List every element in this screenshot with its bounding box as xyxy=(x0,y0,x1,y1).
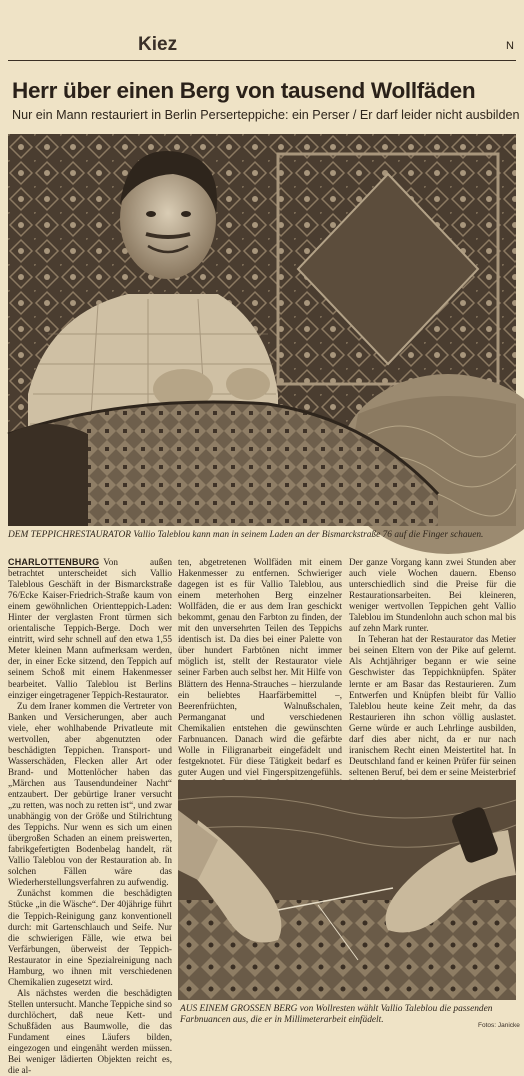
photo-caption: DEM TEPPICHRESTAURATOR Vallio Taleblou kann man in seinem Laden an der Bismarckstraße 76 auf die Finger schauen. xyxy=(8,530,484,540)
subheadline: Nur ein Mann restauriert in Berlin Perserteppiche: ein Perser / Er darf leider nicht ausbilden xyxy=(12,108,520,122)
photo-credit: Fotos: Janicke xyxy=(478,1022,520,1029)
dateline: CHARLOTTENBURG xyxy=(8,557,100,567)
headline: Herr über einen Berg von tausend Wollfäden xyxy=(12,78,476,103)
restorer-photo xyxy=(8,134,516,526)
article-paragraph: Als nächstes werden die beschädigten Stellen untersucht. Manche Teppiche sind so durchlöchert, daß neue Kett- und Schußfäden aus Baumwolle, die das Fundament eines Läufers bilden, eingezogen und eingenäht werden müssen. Bei weniger lädierten Objekten reicht es, die al- xyxy=(8,987,173,1076)
article-paragraph: Der ganze Vorgang kann zwei Stunden aber auch viele Wochen dauern. Ebenso unterschiedlich sind die Preise für die Restaurationsarbeiten. Bei kleineren, weniger wertvollen Teppichen geht Vallio Taleblou im Stundenlohn auch schon mal bis auf zehn Mark runter. xyxy=(349,557,516,634)
article-column-2 xyxy=(178,557,342,775)
article-column-3 xyxy=(349,557,516,775)
article-paragraph: CHARLOTTENBURG Von außen betrachtet unterscheidet sich Vallio Taleblous Geschäft in der Bismarckstraße 76/Ecke Kaiser-Friedrich-Straße kaum von einem gewöhnlichen Orientteppich-Laden: Hinter der verglasten Front türmen sich orientalische Teppich-Berge. Doch wer eintritt, wird sehr schnell auf den etwa 1,55 Meter kleinen Mann aufmerksam werden, der, in einer Ecke sitzend, den Teppich auf seinem Schoß mit einem Hakenmesser bearbeitet. Vallio Taleblou ist Berlins einziger eingetragener Teppich-Restaurator. xyxy=(8,557,172,700)
article-paragraph: Zunächst kommen die beschädigten Stücke „in die Wäsche“. Der 40jährige führt die Teppich-Reinigung ganz konventionell durch: mit Gartenschlauch und Seife. Nur die schwierigen Fälle, wie etwa bei Verfärbungen, überweist der Teppich-Restaurator in eine Spezialreinigung nach Hamburg, wo ihnen mit verschiedenen Chemikalien zugesetzt wird. xyxy=(8,888,172,987)
hands-photo xyxy=(178,780,516,1000)
article-paragraph: Zu dem Iraner kommen die Vertreter von Banken und Versicherungen, aber auch viele, eher wohlhabende Privatleute mit wertvollen, aber abgenutzten oder beschädigten Teppichen. Transport- und Wasserschäden, Flecken aller Art oder Brand- und Mottenlöcher haben das „Märchen aus Tausendundeiner Nacht“ entzaubert. Der gebürtige Iraner versucht „zu retten, was noch zu retten ist“, und zwar unabhängig von der Größe und Stilrichtung des Teppichs. Nur wenn es sich um einen übergroßen Schaden an einem preiswerten, fabrikgefertigten Bodenbelag handelt, rät Vallio Taleblou von der Restauration ab. In solchen Fällen wäre das Wiederherstellungsverfahren zu aufwendig. xyxy=(8,700,172,888)
photo-caption-2: AUS EINEM GROSSEN BERG von Wollresten wählt Vallio Taleblou die passenden Farbnuancen aus, die er in Millimeterarbeit einfädelt. xyxy=(180,1004,493,1025)
article-column-1 xyxy=(8,557,173,1076)
page-header xyxy=(8,30,516,61)
article-paragraph: In Teheran hat der Restaurator das Metier bei seinen Eltern von der Pike auf gelernt. Als Achtjähriger begann er wie seine Geschwister das Teppichknüpfen. Später lernte er am Basar das Restaurieren. Zum Entwerfen und Knüpfen bleibt für Vallio Taleblou heute keine Zeit mehr, da das Restaurieren ihn schon völlig auslastet. Gerne würde er auch Lehrlinge ausbilden, darf dies aber nicht, da er nur nach iranischem Recht einen Meistertitel hat. In Deutschland fand er keinen Prüfer für seinen seltenen Beruf, bei dem er seine Meisterbrief xyxy=(349,634,516,777)
article-paragraph: ten, abgetretenen Wollfäden mit einem Hakenmesser zu entfernen. Schwieriger dagegen ist es für Vallio Taleblou, aus einem meterhohen Berg einzelner Wollfäden, die er aus dem Iran geschickt bekommt, genau den Farbton zu finden, der mit den unversehrten Teilen des Teppichs identisch ist. Da dies bei einer Palette von über hundert Farbtönen nicht immer möglich ist, stellt der Restaurator viele seiner Farben auch selbst her. Mit Hilfe von Blättern des Henna-Strauches – hierzulande ein beliebtes Haarfärbemittel –, Beerenfrüchten, Walnußschalen, Permanganat und verschiedenen Chemikalien entstehen die gewünschten Farbnuancen. Danach wird die gefärbte Wolle in Filigranarbeit eingefädelt und festgeknotet. Für diese Tätigkeit bedarf es guter Augen und viel Fingerspitzengefühls. xyxy=(178,557,342,777)
page-letter: N xyxy=(506,40,514,52)
section-title: Kiez xyxy=(138,34,178,55)
